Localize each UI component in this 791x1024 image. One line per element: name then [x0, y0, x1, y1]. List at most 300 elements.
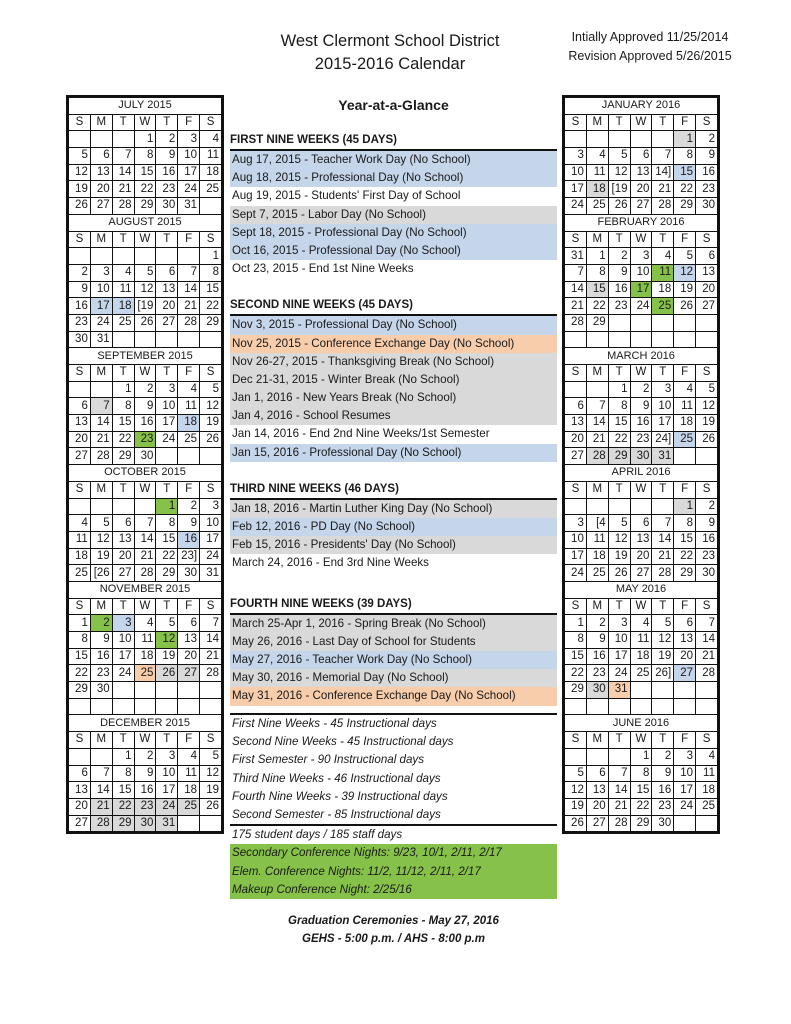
day-cell: 21 [652, 181, 674, 198]
day-cell: 25 [652, 298, 674, 315]
day-cell: 23 [696, 548, 718, 565]
day-cell: 3 [90, 264, 112, 281]
day-cell: 11 [652, 264, 674, 281]
day-cell: 17 [630, 281, 652, 298]
day-cell: [4 [586, 515, 608, 532]
day-of-week-label: S [565, 231, 587, 248]
day-of-week-label: S [69, 732, 91, 749]
day-cell: 14 [178, 281, 200, 298]
day-cell [134, 498, 156, 515]
day-cell: 21 [586, 431, 608, 448]
day-cell: 3 [565, 515, 587, 532]
day-cell: 26 [674, 298, 696, 315]
week-row [69, 281, 222, 298]
day-cell: 14 [134, 531, 156, 548]
day-cell: 29 [200, 314, 222, 331]
day-cell: 5 [608, 148, 630, 165]
day-cell: 10 [156, 398, 178, 415]
day-cell: 26] [652, 665, 674, 682]
day-cell [674, 682, 696, 699]
day-cell [608, 748, 630, 765]
day-cell: 24 [112, 665, 134, 682]
day-cell: 28 [112, 198, 134, 215]
day-cell: 22 [156, 548, 178, 565]
week-row [69, 798, 222, 815]
day-of-week-label: T [652, 732, 674, 749]
day-of-week-label: T [156, 481, 178, 498]
day-cell: 12 [156, 632, 178, 649]
day-of-week-label: W [134, 365, 156, 382]
day-cell: 20 [630, 181, 652, 198]
day-cell: 14 [608, 782, 630, 799]
day-cell: 20 [565, 431, 587, 448]
day-cell: 4 [586, 148, 608, 165]
day-cell: 6 [69, 398, 91, 415]
day-cell [156, 682, 178, 699]
day-cell: 16 [156, 164, 178, 181]
day-cell [178, 331, 200, 348]
day-cell: 31 [608, 682, 630, 699]
day-cell [586, 748, 608, 765]
day-cell [565, 698, 587, 715]
event-row: Jan 1, 2016 - New Years Break (No School) [230, 389, 557, 407]
week-row [69, 632, 222, 649]
day-cell: 5 [156, 615, 178, 632]
day-cell: 11 [586, 531, 608, 548]
day-cell: 1 [630, 748, 652, 765]
day-cell: 3 [630, 248, 652, 265]
day-cell: 16 [608, 281, 630, 298]
day-cell [69, 248, 91, 265]
day-cell: 1 [69, 615, 91, 632]
day-cell: 30 [156, 198, 178, 215]
day-cell: 6 [565, 398, 587, 415]
day-cell [652, 498, 674, 515]
calendar-table-fall [68, 97, 222, 832]
week-row [565, 665, 718, 682]
day-cell: 17 [200, 531, 222, 548]
day-of-week-label: M [586, 231, 608, 248]
day-cell: 15 [674, 531, 696, 548]
day-cell: 28 [608, 815, 630, 832]
day-cell [630, 498, 652, 515]
day-cell: 5 [200, 381, 222, 398]
day-cell: 24] [652, 431, 674, 448]
day-of-week-label: T [652, 598, 674, 615]
day-cell [586, 381, 608, 398]
total-days: 175 student days / 185 staff days [230, 824, 557, 844]
day-cell: 20 [112, 548, 134, 565]
day-cell: 18 [134, 648, 156, 665]
day-cell: 6 [178, 615, 200, 632]
day-cell: 4 [69, 515, 91, 532]
week-row [565, 264, 718, 281]
week-row [565, 682, 718, 699]
day-cell: 15 [134, 164, 156, 181]
day-cell: 6 [630, 148, 652, 165]
event-row: Oct 23, 2015 - End 1st Nine Weeks [230, 260, 557, 278]
day-cell [674, 314, 696, 331]
day-cell: 3 [652, 381, 674, 398]
day-cell: 24 [156, 431, 178, 448]
day-cell: 3 [674, 748, 696, 765]
day-of-week-label: S [565, 114, 587, 131]
day-cell: 22 [674, 548, 696, 565]
day-of-week-label: T [112, 732, 134, 749]
day-cell: 9 [134, 398, 156, 415]
day-cell [565, 748, 587, 765]
day-cell: 18 [178, 415, 200, 432]
week-row [69, 665, 222, 682]
day-cell: 22 [586, 298, 608, 315]
day-cell: 22 [608, 431, 630, 448]
day-cell: 1 [674, 498, 696, 515]
day-of-week-label: F [674, 365, 696, 382]
day-cell: 25 [112, 314, 134, 331]
day-cell: 29 [674, 565, 696, 582]
day-cell: 10 [90, 281, 112, 298]
week-row [69, 264, 222, 281]
day-cell: 23 [652, 798, 674, 815]
week-row [565, 198, 718, 215]
section-heading: FOURTH NINE WEEKS (39 DAYS) [230, 595, 557, 615]
day-cell: 12 [674, 264, 696, 281]
day-cell [200, 448, 222, 465]
day-cell [652, 314, 674, 331]
day-cell: 7 [112, 148, 134, 165]
week-row [69, 748, 222, 765]
day-cell: 26 [69, 198, 91, 215]
day-of-week-label: T [112, 598, 134, 615]
event-row: Dec 21-31, 2015 - Winter Break (No School) [230, 371, 557, 389]
day-of-week-label: W [134, 114, 156, 131]
day-cell: 18 [178, 782, 200, 799]
day-cell: 4 [630, 615, 652, 632]
day-cell [156, 248, 178, 265]
day-of-week-label: S [696, 231, 718, 248]
day-cell: 22 [200, 298, 222, 315]
week-row [565, 648, 718, 665]
day-cell: 11 [112, 281, 134, 298]
day-cell: 19 [565, 798, 587, 815]
day-cell [674, 331, 696, 348]
day-cell: 30 [696, 565, 718, 582]
day-cell: 3 [156, 748, 178, 765]
day-cell [652, 682, 674, 699]
day-of-week-label: S [696, 365, 718, 382]
event-row: May 30, 2016 - Memorial Day (No School) [230, 669, 557, 687]
day-cell: 21 [178, 298, 200, 315]
day-cell: 20 [69, 798, 91, 815]
day-cell: 11 [586, 164, 608, 181]
day-cell: 3 [200, 498, 222, 515]
day-cell [90, 131, 112, 148]
day-of-week-label: S [696, 732, 718, 749]
day-cell [200, 682, 222, 699]
day-cell: 28 [652, 198, 674, 215]
day-cell: 26 [200, 798, 222, 815]
calendar-column-spring [562, 95, 720, 834]
event-row: Jan 15, 2016 - Professional Day (No School) [230, 444, 557, 462]
day-cell: 4 [134, 615, 156, 632]
instructional-days-line: Second Semester - 85 Instructional days [232, 807, 441, 821]
day-cell: 8 [630, 765, 652, 782]
district-title [255, 30, 525, 76]
day-cell: 30 [586, 682, 608, 699]
day-cell: 13 [696, 264, 718, 281]
day-cell: 28 [565, 314, 587, 331]
day-cell: 15 [69, 648, 91, 665]
section-heading: THIRD NINE WEEKS (46 DAYS) [230, 480, 557, 500]
day-cell [134, 682, 156, 699]
day-cell: 27 [674, 665, 696, 682]
day-of-week-label: T [112, 365, 134, 382]
day-cell: 15 [630, 782, 652, 799]
day-cell: 17 [156, 782, 178, 799]
week-row [69, 164, 222, 181]
instructional-days-line: Fourth Nine Weeks - 39 Instructional days [232, 789, 448, 803]
day-cell: 28 [90, 448, 112, 465]
week-row [69, 314, 222, 331]
day-of-week-label: M [90, 732, 112, 749]
day-of-week-label: F [178, 732, 200, 749]
day-cell [90, 748, 112, 765]
day-of-week-label: S [69, 114, 91, 131]
day-cell [69, 131, 91, 148]
day-cell: 1 [156, 498, 178, 515]
event-row: Sept 7, 2015 - Labor Day (No School) [230, 206, 557, 224]
day-cell: 29 [630, 815, 652, 832]
day-cell: 19 [652, 648, 674, 665]
initial-approval: Intially Approved 11/25/2014 [571, 30, 729, 44]
day-cell [134, 248, 156, 265]
day-cell [674, 448, 696, 465]
week-row [69, 415, 222, 432]
day-cell: 12 [200, 765, 222, 782]
day-cell: 16 [630, 415, 652, 432]
day-cell: 25 [200, 181, 222, 198]
instructional-summary [230, 713, 557, 899]
day-cell [178, 448, 200, 465]
day-cell: 15 [112, 782, 134, 799]
day-cell: 3 [608, 615, 630, 632]
day-of-week-label: W [134, 231, 156, 248]
day-cell [696, 698, 718, 715]
day-cell [178, 682, 200, 699]
day-cell: 19 [69, 181, 91, 198]
day-cell: 20 [178, 648, 200, 665]
day-of-week-label: T [652, 365, 674, 382]
conference-line: Makeup Conference Night: 2/25/16 [232, 882, 412, 896]
month-title: OCTOBER 2015 [69, 465, 222, 482]
day-cell: 15 [156, 531, 178, 548]
day-of-week-label: W [630, 598, 652, 615]
day-cell: 13 [674, 632, 696, 649]
day-cell: 15 [112, 415, 134, 432]
conference-line: Elem. Conference Nights: 11/2, 11/12, 2/11, 2/17 [232, 864, 481, 878]
day-cell: 5 [565, 765, 587, 782]
day-cell: 17 [156, 415, 178, 432]
day-cell [608, 314, 630, 331]
week-row [565, 565, 718, 582]
day-cell: 21 [652, 548, 674, 565]
week-row [565, 298, 718, 315]
day-cell: 11 [134, 632, 156, 649]
day-cell: 24 [565, 565, 587, 582]
day-of-week-label: W [630, 114, 652, 131]
day-cell: 17 [178, 164, 200, 181]
week-row [565, 548, 718, 565]
day-cell: 25 [674, 431, 696, 448]
day-cell: 7 [696, 615, 718, 632]
day-cell: 14] [652, 164, 674, 181]
day-cell: [19 [134, 298, 156, 315]
event-row: March 24, 2016 - End 3rd Nine Weeks [230, 554, 557, 572]
day-cell: 17 [652, 415, 674, 432]
day-cell: 24 [200, 548, 222, 565]
day-cell [652, 698, 674, 715]
day-of-week-label: T [112, 481, 134, 498]
day-cell: 8 [200, 264, 222, 281]
day-of-week-label: T [156, 114, 178, 131]
day-cell: 20 [69, 431, 91, 448]
day-cell: 9 [178, 515, 200, 532]
day-of-week-label: T [608, 732, 630, 749]
day-cell [112, 698, 134, 715]
week-row [69, 815, 222, 832]
day-cell: 13 [630, 531, 652, 548]
day-cell: 14 [586, 415, 608, 432]
day-cell: [26 [90, 565, 112, 582]
day-cell: 7 [90, 398, 112, 415]
day-cell: 23 [134, 431, 156, 448]
instructional-days-line: First Nine Weeks - 45 Instructional days [232, 717, 437, 730]
day-cell: 30 [90, 682, 112, 699]
day-cell: 2 [608, 248, 630, 265]
day-of-week-label: M [586, 481, 608, 498]
week-row [69, 131, 222, 148]
day-of-week-label: T [156, 365, 178, 382]
day-cell: 3 [156, 381, 178, 398]
day-cell: 26 [608, 198, 630, 215]
day-cell: 15 [565, 648, 587, 665]
day-cell: 12 [565, 782, 587, 799]
day-cell: 8 [69, 632, 91, 649]
day-cell [696, 331, 718, 348]
day-cell: 29 [112, 815, 134, 832]
day-cell: 13 [90, 164, 112, 181]
day-of-week-label: S [69, 598, 91, 615]
day-of-week-label: T [652, 231, 674, 248]
day-cell [608, 698, 630, 715]
day-cell: 5 [674, 248, 696, 265]
day-cell [652, 131, 674, 148]
day-cell: 7 [200, 615, 222, 632]
week-row [69, 565, 222, 582]
day-of-week-label: T [608, 365, 630, 382]
day-cell: 3 [178, 131, 200, 148]
day-of-week-label: S [565, 365, 587, 382]
day-cell [200, 331, 222, 348]
day-of-week-label: S [696, 481, 718, 498]
week-row [69, 148, 222, 165]
day-cell: 19 [200, 415, 222, 432]
day-of-week-label: F [674, 231, 696, 248]
day-cell: 12 [134, 281, 156, 298]
day-cell: 9 [156, 148, 178, 165]
day-cell: 22 [112, 798, 134, 815]
day-of-week-label: M [586, 598, 608, 615]
day-cell: 16 [586, 648, 608, 665]
summary-lines [230, 715, 557, 824]
day-cell: 5 [608, 515, 630, 532]
day-cell [90, 498, 112, 515]
day-cell: 14 [200, 632, 222, 649]
day-cell: 21 [565, 298, 587, 315]
day-cell: 5 [652, 615, 674, 632]
day-cell: 1 [608, 381, 630, 398]
day-cell: 30 [652, 815, 674, 832]
day-cell [565, 331, 587, 348]
day-cell [156, 698, 178, 715]
day-of-week-label: W [630, 732, 652, 749]
day-cell: 2 [696, 498, 718, 515]
graduation-times: GEHS - 5:00 p.m. / AHS - 8:00 p.m [302, 933, 485, 945]
day-cell: 5 [134, 264, 156, 281]
day-cell: 27 [565, 448, 587, 465]
day-cell: 22 [134, 181, 156, 198]
day-cell: 23 [156, 181, 178, 198]
day-cell: 21 [112, 181, 134, 198]
day-cell: 3 [565, 148, 587, 165]
day-cell: 8 [112, 765, 134, 782]
day-cell: 19 [200, 782, 222, 799]
day-cell: 21 [90, 431, 112, 448]
conference-line: Secondary Conference Nights: 9/23, 10/1, 2/11, 2/17 [232, 846, 502, 860]
day-cell: 29 [674, 198, 696, 215]
event-row: Nov 26-27, 2015 - Thanksgiving Break (No School) [230, 353, 557, 371]
day-cell: 23 [69, 314, 91, 331]
day-cell: 29 [156, 565, 178, 582]
day-cell: 18 [652, 281, 674, 298]
week-row [565, 131, 718, 148]
week-row [565, 748, 718, 765]
day-cell: 6 [156, 264, 178, 281]
day-cell [630, 131, 652, 148]
day-cell: 6 [696, 248, 718, 265]
day-cell: 20 [90, 181, 112, 198]
event-row: Aug 18, 2015 - Professional Day (No School) [230, 169, 557, 187]
day-cell: 11 [674, 398, 696, 415]
day-cell: 8 [674, 515, 696, 532]
graduation-date: Graduation Ceremonies - May 27, 2016 [288, 915, 499, 927]
day-of-week-label: F [674, 114, 696, 131]
day-cell [112, 131, 134, 148]
day-cell: 24 [674, 798, 696, 815]
day-cell: 13 [586, 782, 608, 799]
day-cell [652, 331, 674, 348]
event-row: March 25-Apr 1, 2016 - Spring Break (No School) [230, 615, 557, 633]
day-of-week-label: F [178, 231, 200, 248]
day-cell: 27 [112, 565, 134, 582]
day-cell: 26 [696, 431, 718, 448]
day-of-week-label: M [90, 481, 112, 498]
week-row [69, 331, 222, 348]
day-cell: 26 [200, 431, 222, 448]
day-cell [674, 815, 696, 832]
day-cell [134, 331, 156, 348]
day-cell: 29 [69, 682, 91, 699]
